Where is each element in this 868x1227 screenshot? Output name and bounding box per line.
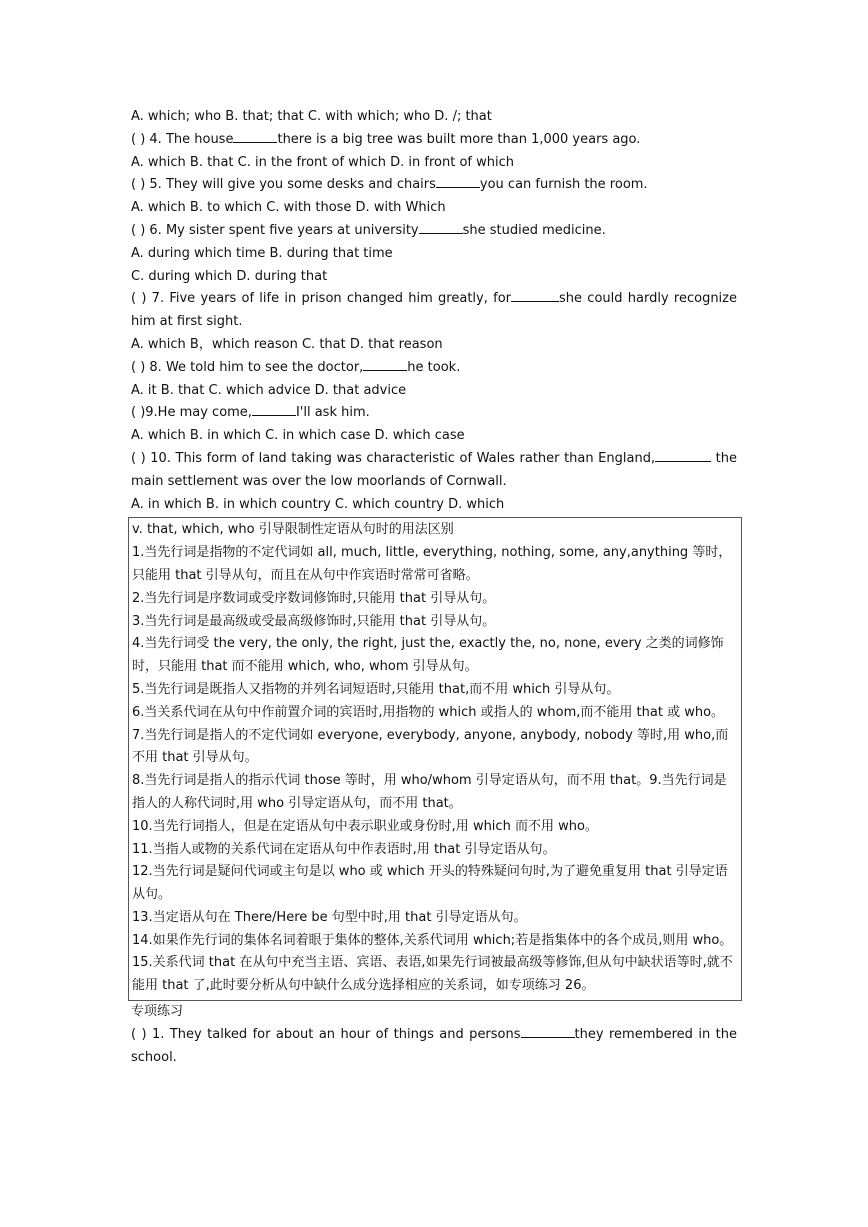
question-10 (131, 448, 737, 494)
answer-blank (511, 289, 559, 302)
practice-heading: 专项练习 (131, 1004, 184, 1020)
question-10-stem-end: the main settlement was over the low moorlands of Cornwall. (131, 450, 738, 489)
question-6-options-1: A. during which time B. during that time (131, 245, 393, 261)
question-7-stem-end: she could hardly recognize him at first sight. (131, 291, 737, 330)
question-5 (131, 174, 737, 197)
question-7 (131, 288, 737, 334)
rule-item: 8.当先行词是指人的指示代词 those 等时，用 who/whom 引导定语从句，而不用 that。9.当先行词是指人的人称代词时,用 who 引导定语从句，而不用 that。 (132, 773, 727, 811)
question-6-stem-end: she studied medicine. (462, 222, 606, 238)
question-9-stem: ( )9.He may come, (131, 405, 252, 421)
answer-blank (436, 175, 480, 188)
answer-blank (252, 403, 296, 416)
question-6 (131, 220, 737, 243)
answer-blank (419, 221, 463, 234)
rule-item: 5.当先行词是既指人又指物的并列名词短语时,只能用 that,而不用 which 引导从句。 (132, 681, 620, 697)
question-7-options: A. which B，which reason C. that D. that reason (131, 336, 443, 352)
rule-item: 10.当先行词指人，但是在定语从句中表示职业或身份时,用 which 而不用 who。 (132, 818, 598, 834)
question-8-options: A. it B. that C. which advice D. that advice (131, 382, 407, 398)
rule-item: 12.当先行词是疑问代词或主句是以 who 或 which 开头的特殊疑问句时,为了避免重复用 that 引导定语从句。 (132, 864, 728, 903)
question-10-options: A. in which B. in which country C. which country D. which (131, 496, 505, 512)
practice-question-1 (131, 1024, 737, 1070)
usage-rules-box (128, 517, 742, 1001)
question-5-stem: ( ) 5. They will give you some desks and chairs (131, 177, 436, 193)
question-9-options: A. which B. in which C. in which case D. which case (131, 428, 465, 444)
rule-item: 3.当先行词是最高级或受最高级修饰时,只能用 that 引导从句。 (132, 613, 496, 629)
rule-item: 2.当先行词是序数词或受序数词修饰时,只能用 that 引导从句。 (132, 590, 496, 606)
rule-item: 11.当指人或物的关系代词在定语从句中作表语时,用 that 引导定语从句。 (132, 841, 556, 857)
practice-question-1-stem: ( ) 1. They talked for about an hour of things and persons (131, 1026, 521, 1042)
question-4 (131, 129, 737, 152)
question-5-stem-end: you can furnish the room. (479, 177, 648, 193)
rule-item: 7.当先行词是指人的不定代词如 everyone, everybody, anyone, anybody, nobody 等时,用 who,而不用 that 引导从句。 (132, 727, 729, 766)
usage-rules-title: v. that, which, who 引导限制性定语从句时的用法区别 (132, 522, 454, 538)
question-8 (131, 357, 737, 380)
question-9 (131, 402, 737, 425)
rule-item: 4.当先行词受 the very, the only, the right, just the, exactly the, no, none, every 之类的词修饰时，只能用 that 而不能用 which, who, whom 引导从句。 (132, 636, 724, 675)
answer-blank (233, 130, 277, 143)
question-4-stem-end: there is a big tree was built more than 1,000 years ago. (277, 131, 641, 147)
question-8-stem: ( ) 8. We told him to see the doctor, (131, 359, 364, 375)
document-content (131, 106, 737, 1069)
question-4-options: A. which B. that C. in the front of which D. in front of which (131, 154, 515, 170)
practice-question-1-stem-end: they remembered in the school. (131, 1026, 737, 1065)
rule-item: 14.如果作先行词的集体名词着眼于集体的整体,关系代词用 which;若是指集体中的各个成员,则用 who。 (132, 932, 733, 948)
rule-item: 13.当定语从句在 There/Here be 句型中时,用 that 引导定语从句。 (132, 909, 527, 925)
question-7-stem: ( ) 7. Five years of life in prison changed him greatly, for (131, 291, 512, 307)
rule-item: 6.当关系代词在从句中作前置介词的宾语时,用指物的 which 或指人的 whom,而不能用 that 或 who。 (132, 704, 725, 720)
answer-blank (521, 1025, 575, 1038)
question-6-stem: ( ) 6. My sister spent five years at university (131, 222, 419, 238)
rule-item: 15.关系代词 that 在从句中充当主语、宾语、表语,如果先行词被最高级等修饰,但从句中缺状语等时,就不能用 that 了,此时要分析从句中缺什么成分选择相应的关系词，如专项练习 26。 (132, 955, 733, 994)
answer-blank (655, 449, 711, 462)
question-10-stem: ( ) 10. This form of land taking was characteristic of Wales rather than England, (131, 450, 656, 466)
rule-item: 1.当先行词是指物的不定代词如 all, much, little, everything, nothing, some, any,anything 等时，只能用 that 引导从句，而且在从句中作宾语时常常可省略。 (132, 545, 732, 583)
question-8-stem-end: he took. (407, 359, 461, 375)
question-6-options-2: C. during which D. during that (131, 268, 328, 284)
question-4-stem: ( ) 4. The house (131, 131, 234, 147)
prev-question-options: A. which; who B. that; that C. with which; who D. /; that (131, 109, 492, 124)
question-5-options: A. which B. to which C. with those D. with Which (131, 200, 446, 216)
question-9-stem-end: I'll ask him. (295, 405, 370, 421)
answer-blank (363, 358, 407, 371)
